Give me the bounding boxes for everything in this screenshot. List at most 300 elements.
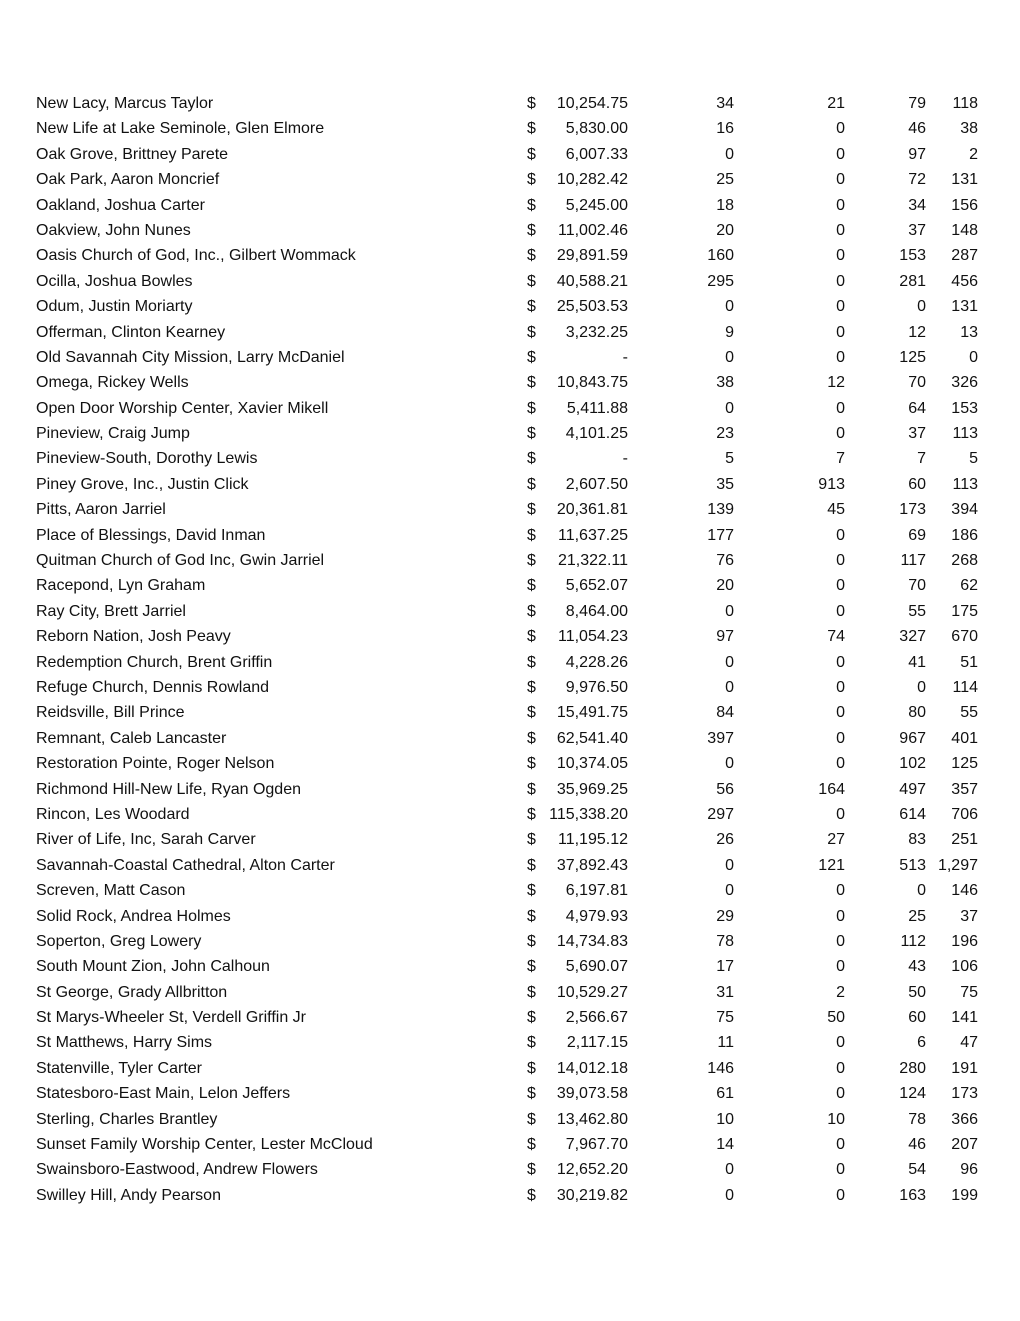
table-row	[0, 853, 1020, 878]
church-pastor-name: Old Savannah City Mission, Larry McDaniel	[36, 348, 345, 366]
count-column-3: 37	[908, 425, 926, 443]
church-pastor-name: New Life at Lake Seminole, Glen Elmore	[36, 120, 325, 138]
currency-symbol: $	[527, 678, 536, 696]
count-column-4: 191	[951, 1059, 978, 1077]
table-row	[0, 193, 1020, 218]
currency-symbol: $	[527, 577, 536, 595]
church-pastor-name: Screven, Matt Cason	[36, 882, 186, 900]
count-column-4: 114	[952, 678, 978, 696]
count-column-3: 173	[899, 501, 926, 519]
count-column-4: 75	[960, 983, 978, 1001]
count-column-1: 38	[716, 374, 734, 392]
amount-value: 10,374.05	[556, 755, 628, 773]
count-column-3: 80	[908, 704, 926, 722]
currency-symbol: $	[527, 526, 536, 544]
church-pastor-name: River of Life, Inc, Sarah Carver	[36, 831, 256, 849]
currency-symbol: $	[527, 1186, 536, 1204]
table-row	[0, 142, 1020, 167]
church-pastor-name: Offerman, Clinton Kearney	[36, 323, 226, 341]
currency-symbol: $	[527, 374, 536, 392]
count-column-4: 0	[969, 348, 978, 366]
count-column-3: 280	[899, 1059, 926, 1077]
church-pastor-name: St Matthews, Harry Sims	[36, 1034, 213, 1052]
count-column-4: 96	[960, 1161, 978, 1179]
currency-symbol: $	[527, 552, 536, 570]
church-pastor-name: Oak Grove, Brittney Parete	[36, 145, 229, 163]
count-column-1: 0	[725, 882, 734, 900]
amount-value: 5,245.00	[565, 196, 628, 214]
count-column-3: 64	[908, 399, 926, 417]
count-column-2: 0	[836, 399, 845, 417]
amount-value: -	[622, 348, 628, 366]
amount-value: 5,830.00	[565, 120, 628, 138]
table-row	[0, 446, 1020, 471]
church-pastor-name: Oasis Church of God, Inc., Gilbert Wommack	[36, 247, 356, 265]
count-column-4: 394	[951, 501, 978, 519]
amount-value: 10,282.42	[556, 171, 628, 189]
table-row	[0, 650, 1020, 675]
currency-symbol: $	[527, 501, 536, 519]
count-column-3: 43	[908, 958, 926, 976]
count-column-2: 10	[827, 1110, 845, 1128]
church-pastor-name: Solid Rock, Andrea Holmes	[36, 907, 231, 925]
count-column-4: 153	[951, 399, 978, 417]
count-column-1: 10	[716, 1110, 734, 1128]
count-column-3: 124	[899, 1085, 926, 1103]
count-column-3: 967	[899, 729, 926, 747]
table-row	[0, 954, 1020, 979]
amount-value: 7,967.70	[565, 1136, 628, 1154]
count-column-1: 20	[716, 577, 734, 595]
count-column-1: 97	[716, 628, 734, 646]
count-column-2: 0	[836, 425, 845, 443]
church-pastor-name: Refuge Church, Dennis Rowland	[36, 678, 270, 696]
church-pastor-name: Reborn Nation, Josh Peavy	[36, 628, 231, 646]
count-column-1: 20	[716, 221, 734, 239]
count-column-3: 69	[908, 526, 926, 544]
count-column-1: 17	[716, 958, 734, 976]
currency-symbol: $	[527, 932, 536, 950]
table-row	[0, 929, 1020, 954]
currency-symbol: $	[527, 450, 536, 468]
amount-value: 5,411.88	[566, 399, 628, 417]
count-column-1: 84	[716, 704, 734, 722]
count-column-3: 54	[908, 1161, 926, 1179]
count-column-3: 497	[899, 780, 926, 798]
table-row	[0, 1183, 1020, 1208]
count-column-1: 0	[725, 1186, 734, 1204]
count-column-2: 0	[836, 755, 845, 773]
count-column-2: 0	[836, 704, 845, 722]
currency-symbol: $	[527, 882, 536, 900]
church-pastor-name: Statenville, Tyler Carter	[36, 1059, 202, 1077]
church-pastor-name: Odum, Justin Moriarty	[36, 298, 193, 316]
count-column-2: 0	[836, 678, 845, 696]
count-column-3: 163	[899, 1186, 926, 1204]
count-column-2: 0	[836, 805, 845, 823]
count-column-2: 45	[827, 501, 845, 519]
amount-value: 12,652.20	[556, 1161, 628, 1179]
count-column-2: 0	[836, 602, 845, 620]
church-pastor-name: Soperton, Greg Lowery	[36, 932, 202, 950]
table-row	[0, 472, 1020, 497]
count-column-1: 29	[716, 907, 734, 925]
table-row	[0, 700, 1020, 725]
count-column-1: 160	[707, 247, 734, 265]
currency-symbol: $	[527, 425, 536, 443]
count-column-4: 146	[951, 882, 978, 900]
amount-value: 10,843.75	[556, 374, 628, 392]
currency-symbol: $	[527, 602, 536, 620]
table-row	[0, 1005, 1020, 1030]
count-column-4: 118	[952, 95, 978, 112]
count-column-1: 0	[725, 1161, 734, 1179]
church-pastor-name: Racepond, Lyn Graham	[36, 577, 206, 595]
church-pastor-name: Oakland, Joshua Carter	[36, 196, 205, 214]
count-column-3: 78	[908, 1110, 926, 1128]
amount-value: 29,891.59	[556, 247, 628, 265]
currency-symbol: $	[527, 1136, 536, 1154]
count-column-2: 913	[818, 475, 845, 493]
count-column-3: 46	[908, 1136, 926, 1154]
count-column-3: 513	[899, 856, 926, 874]
count-column-2: 50	[827, 1009, 845, 1027]
count-column-1: 78	[716, 932, 734, 950]
count-column-1: 0	[725, 856, 734, 874]
amount-value: 20,361.81	[556, 501, 628, 519]
count-column-4: 37	[960, 907, 978, 925]
count-column-4: 148	[951, 221, 978, 239]
count-column-4: 207	[951, 1136, 978, 1154]
count-column-3: 25	[908, 907, 926, 925]
count-column-3: 37	[908, 221, 926, 239]
currency-symbol: $	[527, 983, 536, 1001]
currency-symbol: $	[527, 628, 536, 646]
count-column-2: 164	[818, 780, 845, 798]
count-column-1: 23	[716, 425, 734, 443]
table-row	[0, 523, 1020, 548]
amount-value: 9,976.50	[565, 678, 628, 696]
report-table	[0, 91, 1020, 1208]
count-column-3: 112	[900, 932, 926, 950]
table-row	[0, 624, 1020, 649]
church-pastor-name: Oakview, John Nunes	[36, 221, 191, 239]
count-column-2: 21	[827, 95, 845, 112]
count-column-4: 287	[951, 247, 978, 265]
count-column-3: 55	[908, 602, 926, 620]
count-column-4: 173	[951, 1085, 978, 1103]
count-column-2: 2	[836, 983, 845, 1001]
count-column-4: 357	[951, 780, 978, 798]
table-row	[0, 1056, 1020, 1081]
church-pastor-name: Sterling, Charles Brantley	[36, 1110, 218, 1128]
count-column-4: 47	[960, 1034, 978, 1052]
currency-symbol: $	[527, 1059, 536, 1077]
amount-value: 2,607.50	[565, 475, 628, 493]
currency-symbol: $	[527, 348, 536, 366]
table-row	[0, 548, 1020, 573]
count-column-2: 0	[836, 526, 845, 544]
count-column-4: 5	[969, 450, 978, 468]
count-column-3: 117	[900, 552, 926, 570]
amount-value: 8,464.00	[565, 602, 628, 620]
count-column-2: 0	[836, 1136, 845, 1154]
count-column-4: 141	[951, 1009, 978, 1027]
church-pastor-name: Piney Grove, Inc., Justin Click	[36, 475, 249, 493]
count-column-1: 9	[725, 323, 734, 341]
church-pastor-name: South Mount Zion, John Calhoun	[36, 958, 270, 976]
table-row	[0, 396, 1020, 421]
count-column-4: 2	[969, 145, 978, 163]
amount-value: 30,219.82	[556, 1186, 628, 1204]
church-pastor-name: Ray City, Brett Jarriel	[36, 602, 186, 620]
count-column-2: 0	[836, 577, 845, 595]
table-row	[0, 320, 1020, 345]
count-column-1: 146	[707, 1059, 734, 1077]
count-column-1: 0	[725, 298, 734, 316]
count-column-2: 0	[836, 1085, 845, 1103]
count-column-2: 0	[836, 1161, 845, 1179]
count-column-3: 79	[908, 95, 926, 112]
currency-symbol: $	[527, 475, 536, 493]
count-column-1: 0	[725, 678, 734, 696]
count-column-3: 60	[908, 475, 926, 493]
count-column-2: 0	[836, 653, 845, 671]
count-column-2: 0	[836, 298, 845, 316]
currency-symbol: $	[527, 1161, 536, 1179]
amount-value: 11,637.25	[558, 526, 628, 544]
table-row	[0, 345, 1020, 370]
amount-value: 15,491.75	[556, 704, 628, 722]
count-column-2: 12	[827, 374, 845, 392]
amount-value: 5,652.07	[565, 577, 628, 595]
count-column-1: 14	[716, 1136, 734, 1154]
count-column-4: 51	[960, 653, 978, 671]
currency-symbol: $	[527, 196, 536, 214]
count-column-3: 70	[908, 577, 926, 595]
table-row	[0, 370, 1020, 395]
currency-symbol: $	[527, 704, 536, 722]
count-column-3: 327	[899, 628, 926, 646]
amount-value: 13,462.80	[556, 1110, 628, 1128]
count-column-1: 31	[716, 983, 734, 1001]
count-column-2: 0	[836, 958, 845, 976]
count-column-4: 456	[951, 272, 978, 290]
count-column-2: 0	[836, 247, 845, 265]
count-column-2: 0	[836, 552, 845, 570]
count-column-2: 121	[818, 856, 845, 874]
church-pastor-name: Swainsboro-Eastwood, Andrew Flowers	[36, 1161, 318, 1179]
count-column-2: 0	[836, 932, 845, 950]
church-pastor-name: Pineview, Craig Jump	[36, 425, 190, 443]
currency-symbol: $	[527, 298, 536, 316]
table-row	[0, 421, 1020, 446]
amount-value: 5,690.07	[565, 958, 628, 976]
table-row	[0, 726, 1020, 751]
amount-value: 10,254.75	[556, 95, 628, 112]
count-column-1: 139	[707, 501, 734, 519]
table-row	[0, 294, 1020, 319]
table-row	[0, 497, 1020, 522]
amount-value: 35,969.25	[556, 780, 628, 798]
count-column-1: 0	[725, 755, 734, 773]
count-column-3: 6	[917, 1034, 926, 1052]
count-column-1: 297	[707, 805, 734, 823]
count-column-2: 0	[836, 348, 845, 366]
count-column-1: 16	[716, 120, 734, 138]
amount-value: 115,338.20	[549, 805, 628, 823]
amount-value: 4,228.26	[565, 653, 628, 671]
currency-symbol: $	[527, 653, 536, 671]
table-row	[0, 167, 1020, 192]
count-column-3: 7	[917, 450, 926, 468]
count-column-3: 102	[899, 755, 926, 773]
count-column-2: 0	[836, 171, 845, 189]
table-row	[0, 269, 1020, 294]
count-column-3: 70	[908, 374, 926, 392]
table-row	[0, 91, 1020, 116]
amount-value: 4,101.25	[565, 425, 628, 443]
amount-value: 40,588.21	[556, 272, 628, 290]
count-column-3: 83	[908, 831, 926, 849]
currency-symbol: $	[527, 907, 536, 925]
amount-value: 39,073.58	[556, 1085, 628, 1103]
table-row	[0, 1030, 1020, 1055]
currency-symbol: $	[527, 856, 536, 874]
count-column-3: 50	[908, 983, 926, 1001]
currency-symbol: $	[527, 1034, 536, 1052]
currency-symbol: $	[527, 755, 536, 773]
church-pastor-name: Oak Park, Aaron Moncrief	[36, 171, 220, 189]
count-column-1: 177	[707, 526, 734, 544]
count-column-1: 0	[725, 399, 734, 417]
count-column-3: 281	[899, 272, 926, 290]
currency-symbol: $	[527, 323, 536, 341]
count-column-3: 41	[908, 653, 926, 671]
currency-symbol: $	[527, 958, 536, 976]
amount-value: 2,117.15	[566, 1034, 628, 1052]
amount-value: 6,197.81	[565, 882, 628, 900]
count-column-2: 0	[836, 907, 845, 925]
count-column-4: 366	[951, 1110, 978, 1128]
count-column-4: 113	[952, 475, 978, 493]
count-column-4: 38	[960, 120, 978, 138]
currency-symbol: $	[527, 247, 536, 265]
count-column-4: 326	[951, 374, 978, 392]
count-column-4: 156	[951, 196, 978, 214]
church-pastor-name: Restoration Pointe, Roger Nelson	[36, 755, 275, 773]
amount-value: 21,322.11	[558, 552, 628, 570]
count-column-4: 268	[951, 552, 978, 570]
count-column-2: 0	[836, 1059, 845, 1077]
table-row	[0, 573, 1020, 598]
table-row	[0, 599, 1020, 624]
church-pastor-name: Richmond Hill-New Life, Ryan Ogden	[36, 780, 301, 798]
church-pastor-name: Reidsville, Bill Prince	[36, 704, 185, 722]
currency-symbol: $	[527, 831, 536, 849]
count-column-2: 0	[836, 120, 845, 138]
church-pastor-name: Omega, Rickey Wells	[36, 374, 189, 392]
table-row	[0, 777, 1020, 802]
table-row	[0, 827, 1020, 852]
church-pastor-name: Quitman Church of God Inc, Gwin Jarriel	[36, 552, 325, 570]
table-row	[0, 904, 1020, 929]
table-row	[0, 1081, 1020, 1106]
count-column-1: 295	[707, 272, 734, 290]
count-column-4: 1,297	[937, 856, 978, 874]
count-column-2: 0	[836, 145, 845, 163]
table-row	[0, 802, 1020, 827]
count-column-1: 75	[716, 1009, 734, 1027]
amount-value: -	[622, 450, 628, 468]
count-column-2: 0	[836, 1186, 845, 1204]
table-row	[0, 218, 1020, 243]
table-row	[0, 751, 1020, 776]
amount-value: 14,734.83	[556, 932, 628, 950]
currency-symbol: $	[527, 1110, 536, 1128]
count-column-1: 56	[716, 780, 734, 798]
amount-value: 11,002.46	[558, 221, 628, 239]
count-column-4: 125	[951, 755, 978, 773]
count-column-1: 0	[725, 145, 734, 163]
count-column-2: 0	[836, 221, 845, 239]
amount-value: 14,012.18	[556, 1059, 628, 1077]
count-column-3: 0	[917, 298, 926, 316]
church-pastor-name: Pitts, Aaron Jarriel	[36, 501, 166, 519]
amount-value: 11,195.12	[558, 831, 628, 849]
count-column-4: 55	[960, 704, 978, 722]
count-column-1: 397	[707, 729, 734, 747]
currency-symbol: $	[527, 399, 536, 417]
count-column-4: 113	[952, 425, 978, 443]
church-pastor-name: Rincon, Les Woodard	[36, 805, 190, 823]
count-column-3: 614	[899, 805, 926, 823]
church-pastor-name: Remnant, Caleb Lancaster	[36, 729, 227, 747]
currency-symbol: $	[527, 95, 536, 112]
church-pastor-name: Sunset Family Worship Center, Lester McCloud	[36, 1136, 373, 1154]
count-column-2: 7	[836, 450, 845, 468]
count-column-1: 5	[725, 450, 734, 468]
count-column-1: 34	[716, 95, 734, 112]
amount-value: 10,529.27	[556, 983, 628, 1001]
count-column-2: 0	[836, 272, 845, 290]
church-pastor-name: St George, Grady Allbritton	[36, 983, 228, 1001]
church-pastor-name: Redemption Church, Brent Griffin	[36, 653, 273, 671]
church-pastor-name: Swilley Hill, Andy Pearson	[36, 1186, 221, 1204]
amount-value: 25,503.53	[556, 298, 628, 316]
church-pastor-name: Pineview-South, Dorothy Lewis	[36, 450, 258, 468]
table-row	[0, 1132, 1020, 1157]
count-column-4: 670	[951, 628, 978, 646]
count-column-2: 0	[836, 882, 845, 900]
count-column-4: 131	[951, 171, 978, 189]
church-pastor-name: Savannah-Coastal Cathedral, Alton Carter	[36, 856, 335, 874]
currency-symbol: $	[527, 272, 536, 290]
count-column-1: 25	[716, 171, 734, 189]
count-column-2: 0	[836, 1034, 845, 1052]
amount-value: 2,566.67	[565, 1009, 628, 1027]
count-column-2: 0	[836, 323, 845, 341]
currency-symbol: $	[527, 145, 536, 163]
currency-symbol: $	[527, 729, 536, 747]
count-column-4: 175	[951, 602, 978, 620]
count-column-4: 62	[960, 577, 978, 595]
count-column-4: 13	[960, 323, 978, 341]
count-column-3: 46	[908, 120, 926, 138]
table-row	[0, 878, 1020, 903]
table-row	[0, 675, 1020, 700]
church-pastor-name: St Marys-Wheeler St, Verdell Griffin Jr	[36, 1009, 306, 1027]
